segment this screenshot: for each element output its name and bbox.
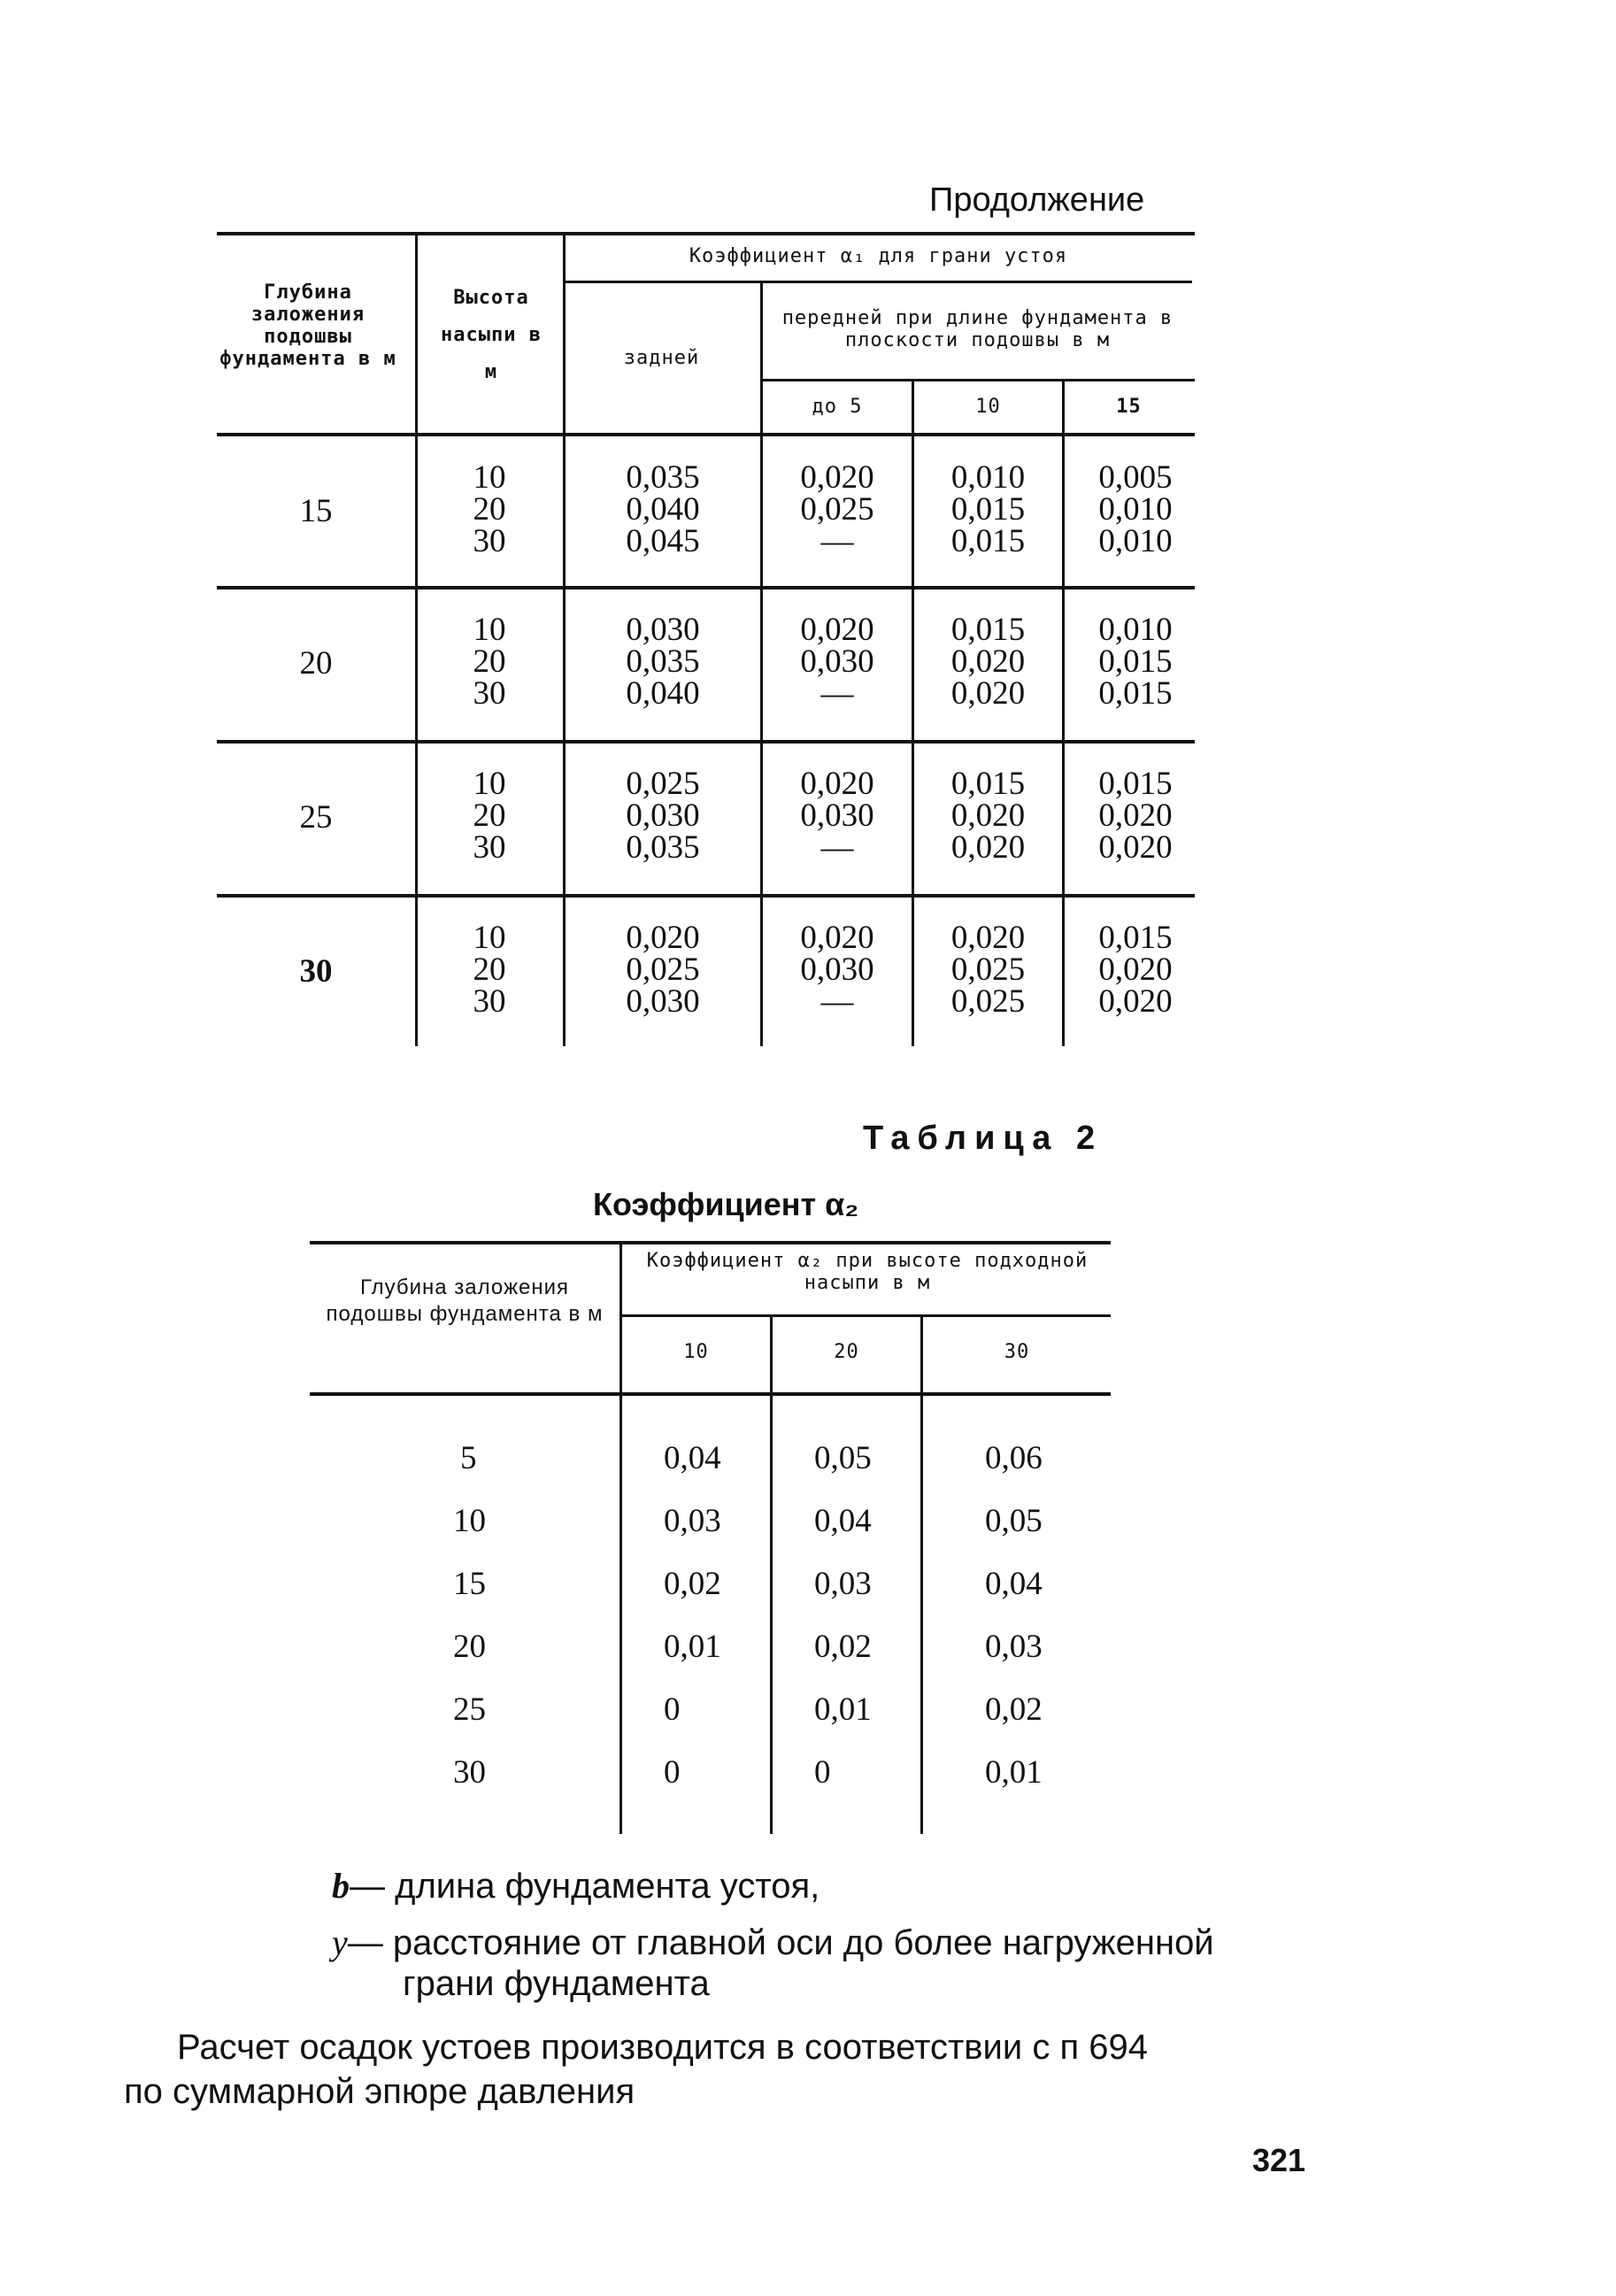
table-1-group-rule <box>217 586 1195 589</box>
table-1-back-values: 0,025 0,030 0,035 <box>626 766 700 866</box>
table-2-value-cell: 0 <box>814 1754 831 1791</box>
table-2-value-cell: 0,02 <box>985 1691 1043 1728</box>
legend-y-continuation: грани фундамента <box>403 1964 710 2003</box>
table-1-length-header: до 5 <box>812 396 863 418</box>
table-1-heights: 10 20 30 <box>473 612 506 712</box>
table-2-value-cell: 0,03 <box>664 1503 721 1539</box>
table-2-value-cell: 0,01 <box>664 1629 721 1665</box>
table-2-value-cell: 0,03 <box>814 1566 872 1602</box>
table-1-front-rule <box>761 379 1195 381</box>
table-2-title: Коэффициент α₂ <box>593 1186 859 1222</box>
table-1-header-depth: Глубина заложения подошвы фундамента в м <box>219 281 396 370</box>
table-2-height-header: 30 <box>1004 1341 1030 1363</box>
table-2-value-cell: 0,02 <box>814 1629 872 1665</box>
table-1-l15-values: 0,005 0,010 0,010 <box>1098 459 1173 559</box>
table-1-l5-values: 0,020 0,030 — <box>800 766 874 866</box>
table-2-value-cell: 0,04 <box>985 1566 1043 1602</box>
table-1-top-rule <box>217 232 1195 235</box>
table-2-top-rule <box>310 1241 1111 1244</box>
legend-b <box>332 1866 820 1907</box>
table-2-value-cell: 0 <box>664 1754 681 1791</box>
table-1-depth-cell: 30 <box>299 953 333 990</box>
legend-b-text: — длина фундамента устоя, <box>350 1867 820 1906</box>
table-1-heights: 10 20 30 <box>473 459 506 559</box>
table-1-l10-values: 0,015 0,020 0,020 <box>950 612 1026 712</box>
table-2-coef-rule <box>621 1314 1111 1317</box>
table-1-depth-cell: 15 <box>299 493 333 529</box>
table-2-depth-cell: 10 <box>453 1503 486 1539</box>
legend-y-symbol: y <box>332 1922 348 1962</box>
table-2-height-header: 20 <box>834 1341 859 1363</box>
table-2-value-cell: 0,05 <box>814 1440 872 1476</box>
table-1-l10-values: 0,015 0,020 0,020 <box>950 766 1026 866</box>
table-1-header-back: задней <box>623 347 700 369</box>
table-1-l10-values: 0,010 0,015 0,015 <box>950 459 1026 559</box>
legend-y <box>332 1922 1214 1963</box>
table-2-value-cell: 0,06 <box>985 1440 1043 1476</box>
table-2-value-cell: 0,01 <box>985 1754 1043 1791</box>
table-1-length-header: 15 <box>1116 396 1142 418</box>
table-1-back-values: 0,035 0,040 0,045 <box>626 459 700 559</box>
continuation-label: Продолжение <box>929 181 1145 219</box>
table-1-group-rule <box>217 894 1195 898</box>
page-number: 321 <box>1252 2142 1306 2178</box>
paragraph-line: Расчет осадок устоев производится в соответствии с п 694 <box>177 2028 1148 2067</box>
table-1-l10-values: 0,020 0,025 0,025 <box>950 920 1026 1020</box>
table-2-depth-cell: 25 <box>453 1691 486 1728</box>
table-1-l5-values: 0,020 0,030 — <box>800 612 874 712</box>
table-2-depth-cell: 20 <box>453 1629 486 1665</box>
table-1-back-values: 0,030 0,035 0,040 <box>626 612 700 712</box>
table-1-header-height: Высота насыпи в м <box>441 287 542 383</box>
table-1-header-front: передней при длине фундамента в плоскости подошвы в м <box>781 307 1174 351</box>
legend-y-text: — расстояние от главной оси до более нагруженной <box>347 1923 1214 1962</box>
table-2-header-depth: Глубина заложения подошвы фундамента в м <box>326 1275 604 1326</box>
table-1-heights: 10 20 30 <box>473 766 506 866</box>
paragraph-line: по суммарной эпюре давления <box>124 2072 635 2111</box>
table-2-value-cell: 0,05 <box>985 1503 1043 1539</box>
table-2-value-cell: 0,03 <box>985 1629 1043 1665</box>
table-1-group-rule <box>217 740 1195 744</box>
table-2-depth-cell: 30 <box>453 1754 486 1791</box>
table-2-header-coef: Коэффициент α₂ при высоте подходной насыпи в м <box>646 1250 1089 1294</box>
table-1-l15-values: 0,015 0,020 0,020 <box>1098 920 1173 1020</box>
table-1-l15-values: 0,015 0,020 0,020 <box>1098 766 1173 866</box>
table-2-height-header: 10 <box>683 1341 709 1363</box>
table-2-label: Таблица 2 <box>863 1120 1104 1157</box>
table-1-header-coef: Коэффициент α₁ для грани устоя <box>689 245 1068 267</box>
table-1-depth-cell: 20 <box>299 645 333 682</box>
table-2-col-divider <box>920 1314 923 1834</box>
table-2-value-cell: 0,01 <box>814 1691 872 1728</box>
table-2-header-rule <box>310 1392 1111 1396</box>
table-2-value-cell: 0,02 <box>664 1566 721 1602</box>
table-1-col-divider <box>563 232 566 1046</box>
legend-b-symbol: b <box>332 1866 350 1906</box>
table-2-value-cell: 0,04 <box>664 1440 721 1476</box>
table-2-depth-cell: 5 <box>460 1440 477 1476</box>
table-2-value-cell: 0 <box>664 1691 681 1728</box>
table-1-l15-values: 0,010 0,015 0,015 <box>1098 612 1173 712</box>
table-1-coef-rule <box>564 281 1192 283</box>
table-1-length-header: 10 <box>975 396 1001 418</box>
table-1-l5-values: 0,020 0,025 — <box>800 459 874 559</box>
table-2-depth-cell: 15 <box>453 1566 486 1602</box>
table-2-value-cell: 0,04 <box>814 1503 872 1539</box>
table-2-col-divider <box>619 1241 622 1834</box>
table-1-heights: 10 20 30 <box>473 920 506 1020</box>
table-1-back-values: 0,020 0,025 0,030 <box>626 920 700 1020</box>
table-1-depth-cell: 25 <box>299 799 333 836</box>
table-1-l5-values: 0,020 0,030 — <box>800 920 874 1020</box>
table-1-header-rule <box>217 433 1195 436</box>
table-2-col-divider <box>770 1314 773 1834</box>
